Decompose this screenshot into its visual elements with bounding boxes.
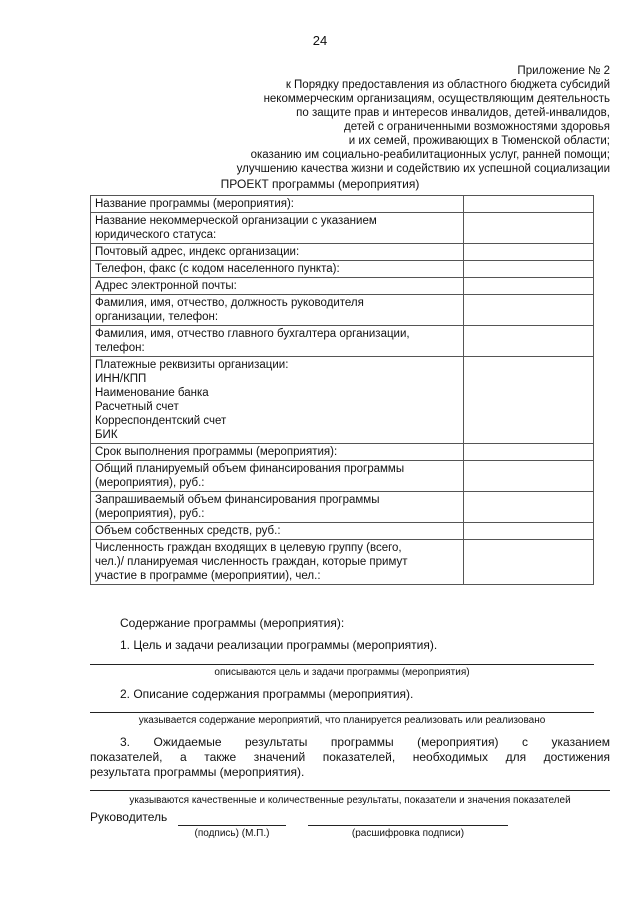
form-row [91, 261, 594, 278]
form-row-label-line: участие в программе (мероприятии), чел.: [95, 570, 321, 582]
section-2-fill-line[interactable] [90, 712, 594, 713]
form-row-value-cell[interactable] [463, 278, 593, 295]
project-title: ПРОЕКТ программы (мероприятия) [220, 177, 420, 191]
form-row [91, 295, 594, 326]
form-row-label-line: Платежные реквизиты организации: [95, 359, 289, 371]
form-row-value-cell[interactable] [463, 196, 593, 213]
application-form-table [90, 195, 594, 585]
form-row-label [91, 492, 464, 523]
signature-hint: (подпись) (М.П.) [194, 828, 270, 839]
form-row-label-line: (мероприятия), руб.: [95, 508, 205, 520]
section-2-title: 2. Описание содержания программы (мероприятия). [120, 687, 414, 701]
form-row-value-cell[interactable] [463, 492, 593, 523]
page-number: 24 [312, 33, 328, 48]
form-row [91, 196, 594, 213]
form-row-label-line: чел.)/ планируемая численность граждан, которые примут [95, 556, 408, 568]
manager-label: Руководитель [90, 810, 168, 824]
form-row-label-line: Расчетный счет [95, 401, 179, 413]
form-row-label-line: Почтовый адрес, индекс организации: [95, 246, 300, 258]
section-2-hint: указывается содержание мероприятий, что планируется реализовать или реализовано [138, 715, 546, 726]
form-row-label-line: Наименование банка [95, 387, 209, 399]
form-row-label-line: Корреспондентский счет [95, 415, 227, 427]
form-row-label-line: Телефон, факс (с кодом населенного пункта): [95, 263, 340, 275]
form-row-value-cell[interactable] [463, 261, 593, 278]
form-row [91, 213, 594, 244]
form-row-label [91, 326, 464, 357]
form-row-label-line: Численность граждан входящих в целевую группу (всего, [95, 542, 402, 554]
form-row [91, 492, 594, 523]
form-row-label-line: Фамилия, имя, отчество главного бухгалтера организации, [95, 328, 410, 340]
form-row-label-line: Общий планируемый объем финансирования программы [95, 463, 405, 475]
form-row-label-line: (мероприятия), руб.: [95, 477, 205, 489]
appendix-line: Приложение № 2 [517, 65, 610, 77]
appendix-line: и их семей, проживающих в Тюменской области; [348, 135, 610, 147]
form-row-value-cell[interactable] [463, 326, 593, 357]
form-row-label [91, 357, 464, 444]
form-row-label-line: юридического статуса: [95, 229, 217, 241]
form-row-label-line: Объем собственных средств, руб.: [95, 525, 281, 537]
section-3-hint: указываются качественные и количественные результаты, показатели и значения показателей [129, 795, 571, 806]
form-row-label [91, 196, 464, 213]
appendix-line: некоммерческим организациям, осуществляющим деятельность [263, 93, 610, 105]
appendix-line: к Порядку предоставления из областного бюджета субсидий [285, 79, 610, 91]
form-row-value-cell[interactable] [463, 540, 593, 585]
form-row [91, 278, 594, 295]
form-row-label [91, 444, 464, 461]
form-row-label [91, 278, 464, 295]
section-3-fill-line[interactable] [90, 790, 610, 791]
signature-line[interactable] [178, 825, 286, 826]
section-3-line: показателей, а также значений показателей, необходимых для достижения [90, 750, 610, 764]
form-row-label-line: телефон: [95, 342, 145, 354]
form-row-label-line: Срок выполнения программы (мероприятия): [95, 446, 338, 458]
form-row [91, 244, 594, 261]
form-row-label [91, 540, 464, 585]
form-row-label-line: Фамилия, имя, отчество, должность руководителя [95, 297, 364, 309]
section-3-line: 3. Ожидаемые результаты программы (мероприятия) с указанием [120, 735, 610, 749]
form-row [91, 461, 594, 492]
form-row-value-cell[interactable] [463, 244, 593, 261]
form-row-value-cell[interactable] [463, 461, 593, 492]
content-heading: Содержание программы (мероприятия): [120, 616, 345, 630]
form-row [91, 326, 594, 357]
section-1-title: 1. Цель и задачи реализации программы (мероприятия). [120, 638, 438, 652]
form-row-label [91, 523, 464, 540]
form-row-value-cell[interactable] [463, 523, 593, 540]
form-row [91, 444, 594, 461]
form-row-label [91, 244, 464, 261]
section-3-line: результата программы (мероприятия). [90, 765, 305, 779]
form-row [91, 357, 594, 444]
form-row-label-line: Название программы (мероприятия): [95, 198, 295, 210]
appendix-line: оказанию им социально-реабилитационных услуг, ранней помощи; [250, 149, 610, 161]
appendix-line: по защите прав и интересов инвалидов, детей-инвалидов, [296, 107, 610, 119]
form-row-label-line: ИНН/КПП [95, 373, 147, 385]
form-row-label [91, 261, 464, 278]
appendix-line: детей с ограниченными возможностями здоровья [343, 121, 610, 133]
form-row-label-line: Адрес электронной почты: [95, 280, 237, 292]
signature-decoding-hint: (расшифровка подписи) [351, 828, 465, 839]
form-row-value-cell[interactable] [463, 444, 593, 461]
form-row-label [91, 213, 464, 244]
form-row-label-line: организации, телефон: [95, 311, 219, 323]
form-row [91, 540, 594, 585]
signature-decoding-line[interactable] [308, 825, 508, 826]
appendix-line: улучшению качества жизни и содействию их успешной социализации [236, 163, 610, 175]
section-3-text [90, 735, 610, 780]
form-row-value-cell[interactable] [463, 295, 593, 326]
appendix-header [50, 64, 610, 176]
form-row-label [91, 295, 464, 326]
form-row-value-cell[interactable] [463, 357, 593, 444]
form-row-label-line: Название некоммерческой организации с указанием [95, 215, 377, 227]
form-row-label-line: БИК [95, 429, 118, 441]
form-row-label [91, 461, 464, 492]
form-row-label-line: Запрашиваемый объем финансирования программы [95, 494, 380, 506]
form-row [91, 523, 594, 540]
section-1-fill-line[interactable] [90, 664, 594, 665]
form-row-value-cell[interactable] [463, 213, 593, 244]
section-1-hint: описываются цель и задачи программы (мероприятия) [214, 667, 470, 678]
